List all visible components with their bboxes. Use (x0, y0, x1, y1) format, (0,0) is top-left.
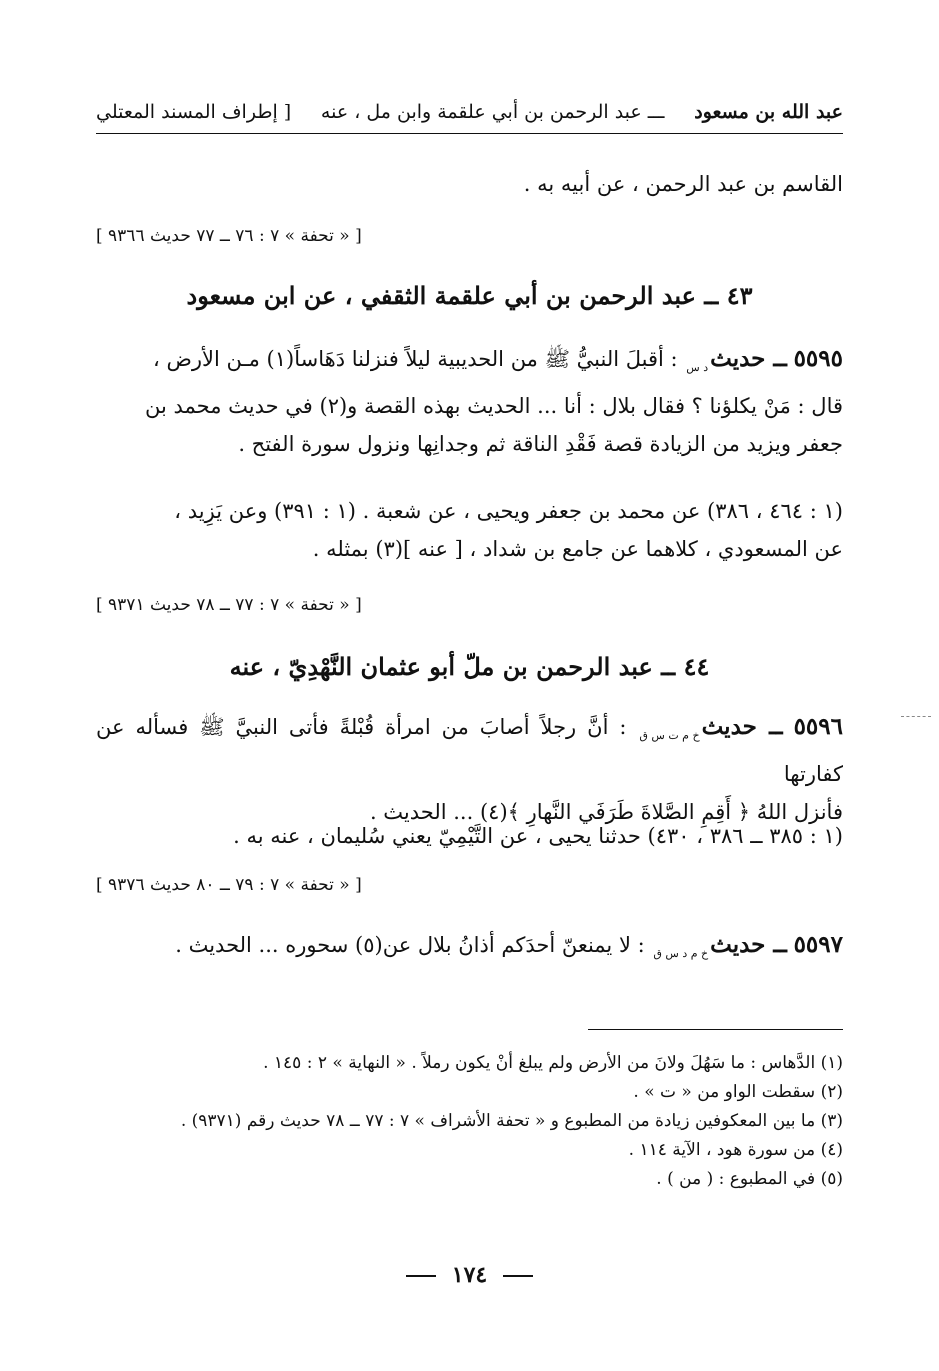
hadith-line: فأنزل اللهُ ﴿ أَقِمِ الصَّلاةَ طَرَفَي النَّهارِ ﴾(٤) ... الحديث . (369, 800, 843, 825)
source-sigla: خ م ت س ق (639, 729, 700, 743)
footnotes (96, 1049, 843, 1194)
source-sigla: خ م د س ق (653, 947, 709, 961)
hadith-5597 (96, 926, 843, 973)
footnote-separator (588, 1029, 843, 1030)
header-subtitle: ـــ عبد الرحمن بن أبي علقمة وابن مل ، عنه (320, 101, 665, 123)
isnad-5596 (96, 817, 843, 855)
hadith-keyword: ــ حديث (710, 345, 787, 372)
isnad-5595 (96, 492, 843, 568)
isnad-line: (١ : ٤٦٤ ، ٣٨٦) عن محمد بن جعفر ويحيى ، عن شعبة . (١ : ٣٩١) وعن يَزِيد ، (174, 499, 843, 523)
hadith-text: : لا يمنعنّ أحدَكم أذانُ بلال عن(٥) سحوره ... الحديث . (175, 933, 645, 957)
footnote: (٣) ما بين المعكوفين زيادة من المطبوع و « تحفة الأشراف » ٧ : ٧٧ ــ ٧٨ حديث رقم (٩٣٧١) . (180, 1111, 843, 1131)
section-heading-44 (96, 652, 843, 681)
isnad-line: (١ : ٣٨٥ ــ ٣٨٦ ، ٤٣٠) حدثنا يحيى ، عن التَّيْمِيّ يعني سُليمان ، عنه به . (233, 824, 843, 848)
footnote: (٢) سقطت الواو من « ت » . (633, 1082, 843, 1102)
hadith-keyword: ــ حديث (701, 713, 783, 740)
paragraph-continuation (96, 165, 843, 203)
source-sigla: د س (686, 361, 709, 375)
hadith-line: قال : مَنْ يكلؤنا ؟ فقال بلال : أنا ... الحديث بهذه القصة و(٢) في حديث محمد بن (144, 394, 843, 419)
header-book-title: [ إطراف المسند المعتلي (96, 101, 292, 123)
section-title: ٤٣ ــ عبد الرحمن بن أبي علقمة الثقفي ، عن ابن مسعود (186, 281, 753, 310)
footnote: (٤) من سورة هود ، الآية ١١٤ . (628, 1140, 843, 1160)
section-title: ٤٤ ــ عبد الرحمن بن ملّ أبو عثمان النَّهْدِيّ ، عنه (229, 652, 710, 681)
hadith-number: ٥٥٩٦ (793, 713, 843, 740)
hadith-5595 (96, 340, 843, 463)
tuhfa-reference (96, 221, 843, 251)
reference-text: [ « تحفة » ٧ : ٧٩ ــ ٨٠ حديث ٩٣٧٦ ] (96, 875, 362, 895)
hadith-text: : أنَّ رجلاً أصابَ من امرأة قُبْلةً فأتى النبيَّ ﷺ فسأله عن كفارتها (96, 715, 843, 787)
hadith-line (96, 340, 843, 387)
body-text: القاسم بن عبد الرحمن ، عن أبيه به . (523, 172, 843, 196)
hadith-line (96, 926, 843, 973)
hadith-number: ٥٥٩٥ (793, 345, 843, 372)
footnote: (٥) في المطبوع : ( من ) . (656, 1169, 843, 1189)
hadith-5596 (96, 708, 843, 831)
reference-text: [ « تحفة » ٧ : ٧٧ ــ ٧٨ حديث ٩٣٧١ ] (96, 595, 362, 615)
page-number (0, 1262, 939, 1288)
page-number-text: ١٧٤ (451, 1262, 488, 1288)
tuhfa-reference (96, 870, 843, 900)
margin-mark (901, 716, 931, 717)
hadith-line: جعفر ويزيد من الزيادة قصة فَقْدِ الناقة ثم وجدانِها ونزول سورة الفتح . (238, 432, 843, 457)
running-header (96, 95, 843, 134)
footnote: (١) الدَّهاس : ما سَهُلَ ولانَ من الأرض ولم يبلغ أنْ يكون رملاً . « النهاية » ٢ : ١٤٥ . (263, 1053, 843, 1073)
dash-left (503, 1275, 533, 1277)
reference-text: [ « تحفة » ٧ : ٧٦ ــ ٧٧ حديث ٩٣٦٦ ] (96, 226, 362, 246)
hadith-text: : أقبلَ النبيُّ ﷺ من الحديبية ليلاً فنزلنا دَهَاساً(١) مـن الأرض ، (153, 347, 678, 371)
section-heading-43 (96, 281, 843, 310)
hadith-line (96, 708, 843, 793)
header-chapter-title: عبد الله بن مسعود (694, 101, 843, 123)
hadith-keyword: ــ حديث (710, 931, 787, 958)
tuhfa-reference (96, 590, 843, 620)
hadith-number: ٥٥٩٧ (793, 931, 843, 958)
dash-right (406, 1275, 436, 1277)
isnad-line: عن المسعودي ، كلاهما عن جامع بن شداد ، [ عنه ](٣) بمثله . (312, 537, 843, 561)
